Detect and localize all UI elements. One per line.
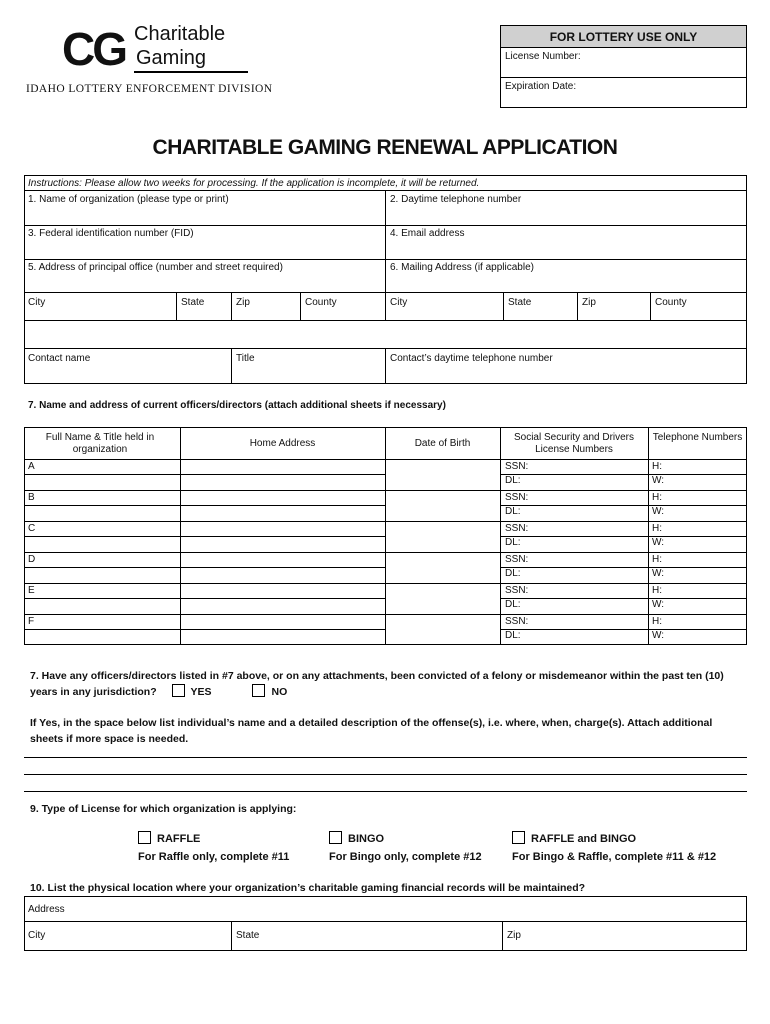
mailing-zip-field[interactable]: Zip [582,297,596,308]
officer-row-midline [24,629,180,630]
dl-field[interactable]: DL: [505,599,521,610]
bingo-label: BINGO [348,833,385,845]
ssn-field[interactable]: SSN: [505,492,529,503]
officers-col-ssn: Social Security and Drivers License Numbers [513,432,635,455]
dl-field[interactable]: DL: [505,506,521,517]
officer-row-label: F [28,616,35,627]
if-yes-instructions: If Yes, in the space below list individual’s name and a detailed description of the offense(s), i.e. where, when, charge(s). Attach additional sheets if more space is needed. [30,717,713,745]
records-zip-field[interactable]: Zip [507,930,521,941]
conviction-question-text: 7. Have any officers/directors listed in #7 above, or on any attachments, been convicted of a felony or misdemeanor within the past ten (10) years in any jurisdiction? [30,670,724,698]
officer-row-label: E [28,585,35,596]
ssn-field[interactable]: SSN: [505,585,529,596]
raffle-bingo-label: RAFFLE and BINGO [531,833,637,845]
logo-underline [134,71,248,73]
city-field[interactable]: City [28,297,46,308]
dl-field[interactable]: DL: [505,568,521,579]
explanation-line-2[interactable] [24,774,747,775]
officer-row-midline [500,598,747,599]
dl-field[interactable]: DL: [505,475,521,486]
home-phone-field[interactable]: H: [652,492,662,503]
contact-title-field[interactable]: Title [236,353,255,364]
records-city-field[interactable]: City [28,930,46,941]
officer-row-separator [24,583,747,584]
org-name-field[interactable]: 1. Name of organization (please type or print) [28,194,229,205]
no-checkbox[interactable] [252,684,265,697]
officer-row-separator [24,552,747,553]
officer-row-midline [180,567,385,568]
officer-row-midline [24,567,180,568]
dl-field[interactable]: DL: [505,537,521,548]
mailing-address-field[interactable]: 6. Mailing Address (if applicable) [390,262,534,273]
zip-field[interactable]: Zip [236,297,250,308]
explanation-line-1[interactable] [24,757,747,758]
yes-label: YES [190,686,212,698]
bingo-checkbox[interactable] [329,831,342,844]
officer-row-midline [24,598,180,599]
officer-row-midline [180,505,385,506]
raffle-label: RAFFLE [157,833,201,845]
logo-division: IDAHO LOTTERY ENFORCEMENT DIVISION [26,83,273,95]
officer-row-midline [24,505,180,506]
officer-row-separator [24,614,747,615]
work-phone-field[interactable]: W: [652,506,665,517]
work-phone-field[interactable]: W: [652,630,665,641]
home-phone-field[interactable]: H: [652,461,662,472]
yes-checkbox[interactable] [172,684,185,697]
officer-row-label: B [28,492,35,503]
officers-col-dob: Date of Birth [414,438,471,449]
lottery-box-title: FOR LOTTERY USE ONLY [501,26,746,48]
ssn-field[interactable]: SSN: [505,616,529,627]
dl-field[interactable]: DL: [505,630,521,641]
ssn-field[interactable]: SSN: [505,554,529,565]
home-phone-field[interactable]: H: [652,585,662,596]
ssn-field[interactable]: SSN: [505,461,529,472]
officer-row-midline [500,536,747,537]
state-field[interactable]: State [181,297,205,308]
officers-col-name: Full Name & Title held in organization [45,432,155,455]
raffle-checkbox[interactable] [138,831,151,844]
logo-line2: Gaming [136,47,207,69]
raffle-bingo-note: For Bingo & Raffle, complete #11 & #12 [512,851,717,863]
work-phone-field[interactable]: W: [652,475,665,486]
records-state-field[interactable]: State [236,930,260,941]
records-location-table [24,896,747,951]
officer-row-midline [24,474,180,475]
contact-name-field[interactable]: Contact name [28,353,91,364]
officer-row-midline [500,567,747,568]
records-address-field[interactable]: Address [28,904,65,915]
home-phone-field[interactable]: H: [652,554,662,565]
officers-heading: 7. Name and address of current officers/directors (attach additional sheets if necessary) [28,400,446,411]
work-phone-field[interactable]: W: [652,568,665,579]
raffle-option[interactable] [138,831,289,865]
logo [26,22,316,98]
no-label: NO [271,686,288,698]
officer-row-label: A [28,461,35,472]
work-phone-field[interactable]: W: [652,537,665,548]
instructions: Instructions: Please allow two weeks for processing. If the application is incomplete, it will be returned. [28,178,480,189]
officer-row-midline [500,505,747,506]
officer-row-label: C [28,523,36,534]
bingo-option[interactable] [329,831,482,865]
logo-line1: Charitable [134,23,226,45]
contact-phone-field[interactable]: Contact’s daytime telephone number [390,353,553,364]
raffle-note: For Raffle only, complete #11 [138,851,290,863]
principal-address-field[interactable]: 5. Address of principal office (number and street required) [28,262,283,273]
explanation-line-3[interactable] [24,791,747,792]
email-field[interactable]: 4. Email address [390,228,465,239]
officer-row-midline [180,598,385,599]
home-phone-field[interactable]: H: [652,616,662,627]
officer-row-midline [180,536,385,537]
raffle-bingo-option[interactable] [512,831,716,865]
license-number-label: License Number: [505,51,581,62]
mailing-county-field[interactable]: County [655,297,687,308]
officer-row-midline [180,474,385,475]
records-location-heading: 10. List the physical location where your organization’s charitable gaming financial records will be maintained? [30,882,586,894]
raffle-bingo-checkbox[interactable] [512,831,525,844]
officer-row-midline [500,474,747,475]
conviction-question [30,668,748,700]
daytime-phone-field[interactable]: 2. Daytime telephone number [390,194,522,205]
mailing-state-field[interactable]: State [508,297,532,308]
ssn-field[interactable]: SSN: [505,523,529,534]
lottery-use-box [500,25,747,108]
officers-col-phone: Telephone Numbers [652,432,743,443]
officer-row-separator [24,490,747,491]
county-field[interactable]: County [305,297,337,308]
officer-row-midline [500,629,747,630]
fid-field[interactable]: 3. Federal identification number (FID) [28,228,194,239]
logo-mark: CG [62,23,125,75]
work-phone-field[interactable]: W: [652,599,665,610]
page-title: CHARITABLE GAMING RENEWAL APPLICATION [152,136,618,159]
officers-col-address: Home Address [249,438,316,449]
expiration-date-label: Expiration Date: [505,81,577,92]
officer-row-midline [180,629,385,630]
home-phone-field[interactable]: H: [652,523,662,534]
officer-row-label: D [28,554,36,565]
bingo-note: For Bingo only, complete #12 [329,851,482,863]
license-type-heading: 9. Type of License for which organization is applying: [30,803,297,815]
officer-row-separator [24,521,747,522]
officer-row-midline [24,536,180,537]
mailing-city-field[interactable]: City [390,297,408,308]
